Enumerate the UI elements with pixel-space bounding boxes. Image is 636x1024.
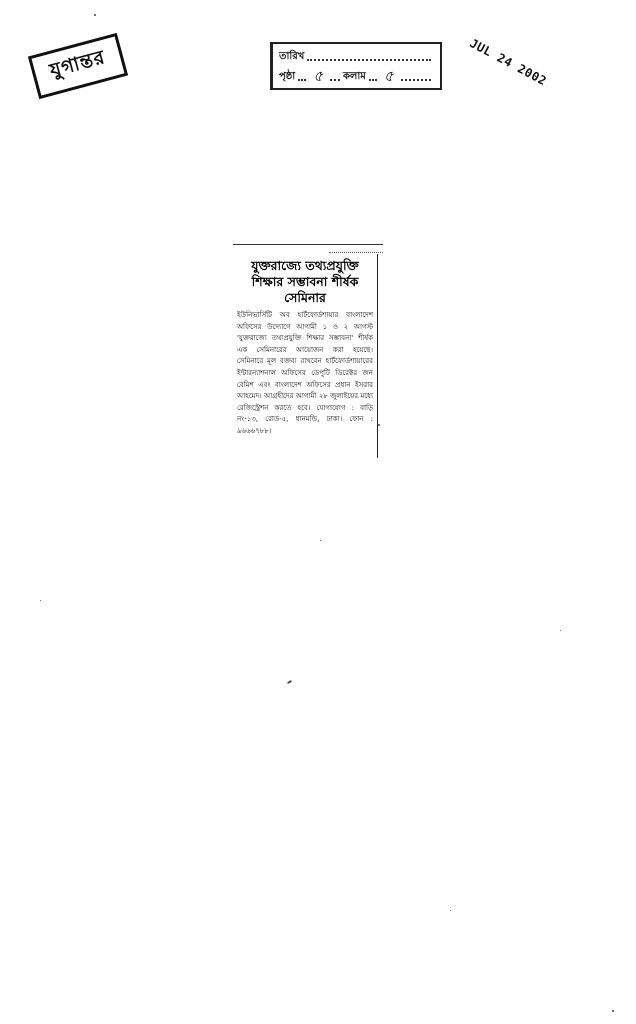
clipping-column-rule	[377, 254, 378, 458]
page-dots-2	[330, 73, 340, 81]
clipping-top-dotted-rule	[329, 252, 383, 253]
page-label: পৃষ্ঠা	[279, 70, 296, 82]
date-row	[279, 47, 434, 67]
news-clipping	[233, 240, 381, 460]
received-date-stamp: JUL 24 2002	[467, 36, 550, 89]
scan-speck	[94, 14, 96, 16]
column-dots-2	[401, 73, 431, 81]
page-column-row	[279, 67, 434, 87]
column-value: ৫	[383, 66, 394, 85]
newspaper-name: যুগান্তর	[47, 46, 108, 83]
scan-speck	[378, 424, 380, 426]
clipping-body-text: ইউনিভার্সিটি অব হার্টফোর্ডশায়ার বাংলাদেশ অফিসের উদ্যোগে আগামী ১ ও ২ আগস্ট 'যুক্তরাজ্যে তথ্যপ্রযুক্তি শিক্ষার সম্ভাবনা' শীর্ষক এক সেমিনারের আয়োজন করা হয়েছে। সেমিনারে মূল বক্তব্য রাখবেন হার্টফোর্ডশায়ারের ইন্টারন্যাশনাল অফিসের ডেপুটি ডিরেক্টর জন বেমিশ এবং বাংলাদেশ অফিসের প্রধান ইসরার আহমেদ। আগ্রহীদের আগামী ২৮ জুলাইয়ের মধ্যে রেজিস্ট্রেশন করতে হবে। যোগাযোগ : বাড়ি নং-১৩, রোড-৫, ধানমন্ডি, ঢাকা। ফোন : ৯৬৬৬৭৮৮।	[237, 311, 373, 435]
column-dots	[369, 73, 377, 81]
page-dots	[298, 73, 306, 81]
date-dots	[307, 53, 431, 61]
date-page-column-stamp	[270, 42, 442, 90]
newspaper-name-stamp	[28, 33, 128, 99]
scan-speck	[287, 680, 292, 684]
column-label: কলাম	[342, 70, 366, 82]
date-label: তারিখ	[279, 50, 305, 62]
scan-speck	[40, 600, 41, 601]
scan-speck	[450, 910, 451, 911]
page-value: ৫	[313, 66, 323, 85]
clipping-top-rule	[233, 244, 383, 245]
clipping-content	[237, 258, 373, 438]
scan-speck	[612, 1010, 614, 1012]
scan-speck	[320, 540, 321, 541]
scan-speck	[560, 630, 561, 631]
clipping-headline: যুক্তরাজ্যে তথ্যপ্রযুক্তি শিক্ষার সম্ভাবনা শীর্ষক সেমিনার	[251, 258, 359, 305]
